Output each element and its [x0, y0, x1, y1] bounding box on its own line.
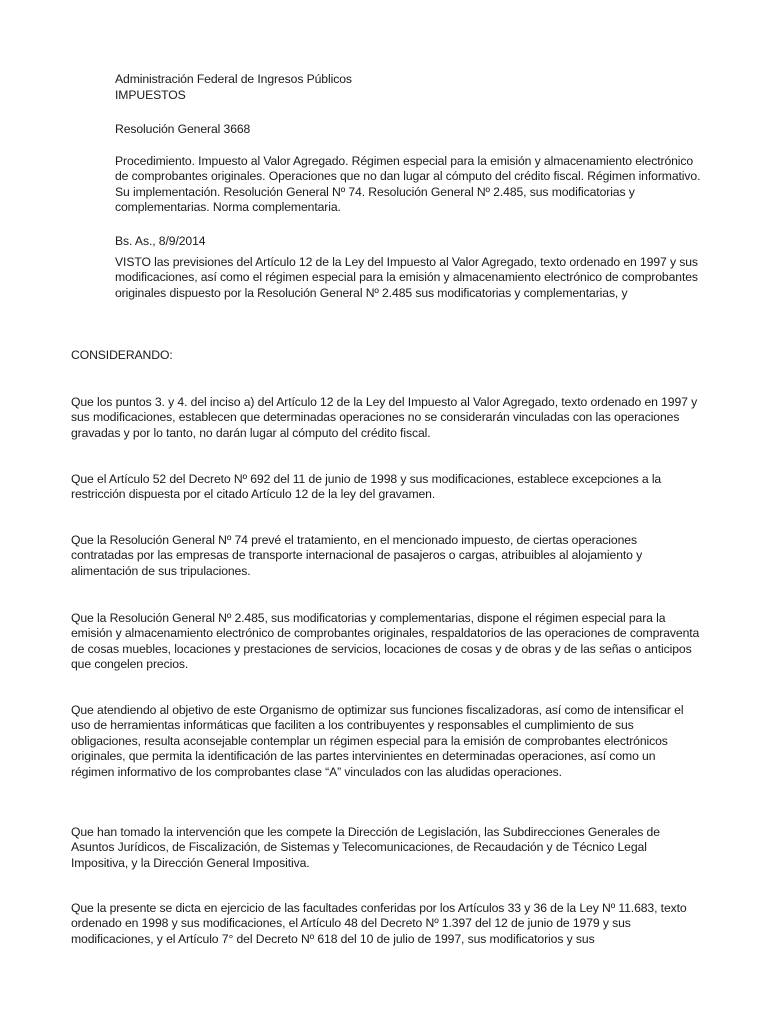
considerando-paragraph: Que el Artículo 52 del Decreto Nº 692 del 11 de junio de 1998 y sus modificaciones, establece excepciones a la restricción dispuesta por el citado Artículo 12 de la ley del gravamen.	[71, 472, 662, 502]
agency-name: Administración Federal de Ingresos Públicos	[115, 72, 352, 86]
considerando-paragraph: Que los puntos 3. y 4. del inciso a) del Artículo 12 de la Ley del Impuesto al Valor Agregado, texto ordenado en 1997 y sus modificaciones, establecen que determinadas operaciones no se considerarán vinculadas con las operaciones gravadas y por lo tanto, no darán lugar al cómputo del crédito fiscal.	[71, 395, 698, 440]
considerando-paragraph: Que atendiendo al objetivo de este Organismo de optimizar sus funciones fiscalizadoras, así como de intensificar el uso de herramientas informáticas que faciliten a los contribuyentes y responsables el cumplimiento de sus obligaciones, resulta aconsejable contemplar un régimen especial para la emisión de comprobantes electrónicos originales, que permita la identificación de las partes intervinientes en determinadas operaciones, así como un régimen informativo de los comprobantes clase “A” vinculados con las aludidas operaciones.	[71, 703, 684, 779]
considerando-paragraph: Que la presente se dicta en ejercicio de las facultades conferidas por los Artículos 33 y 36 de la Ley Nº 11.683, texto ordenado en 1998 y sus modificaciones, el Artículo 48 del Decreto Nº 1.397 del 12 de junio de 1979 y sus modificaciones, y el Artículo 7° del Decreto Nº 618 del 10 de julio de 1997, sus modificatorios y sus	[71, 901, 687, 946]
considerando-heading: CONSIDERANDO:	[71, 348, 173, 362]
department-name: IMPUESTOS	[115, 88, 186, 102]
resolution-title: Resolución General 3668	[115, 122, 251, 136]
visto-paragraph: VISTO las previsiones del Artículo 12 de la Ley del Impuesto al Valor Agregado, texto ordenado en 1997 y sus modificaciones, así como el régimen especial para la emisión y almacenamiento electrónico de comprobantes originales dispuesto por la Resolución General Nº 2.485 sus modificatorias y complementarias, y	[115, 255, 698, 300]
considerando-paragraph: Que la Resolución General Nº 2.485, sus modificatorias y complementarias, dispone el régimen especial para la emisión y almacenamiento electrónico de comprobantes originales, respaldatorios de las operaciones de compraventa de cosas muebles, locaciones y prestaciones de servicios, locaciones de cosas y de obras y de las señas o anticipos que congelen precios.	[71, 611, 700, 672]
resolution-summary: Procedimiento. Impuesto al Valor Agregado. Régimen especial para la emisión y almacenamiento electrónico de comprobantes originales. Operaciones que no dan lugar al cómputo del crédito fiscal. Régimen informativo. Su implementación. Resolución General Nº 74. Resolución General Nº 2.485, sus modificatorias y complementarias. Norma complementaria.	[115, 154, 701, 215]
considerando-paragraph: Que la Resolución General Nº 74 prevé el tratamiento, en el mencionado impuesto, de ciertas operaciones contratadas por las empresas de transporte internacional de pasajeros o cargas, atribuibles al alojamiento y alimentación de sus tripulaciones.	[71, 533, 643, 578]
place-date: Bs. As., 8/9/2014	[115, 234, 206, 248]
considerando-paragraph: Que han tomado la intervención que les compete la Dirección de Legislación, las Subdirecciones Generales de Asuntos Jurídicos, de Fiscalización, de Sistemas y Telecomunicaciones, de Recaudación y de Técnico Legal Impositiva, y la Dirección General Impositiva.	[71, 825, 660, 870]
